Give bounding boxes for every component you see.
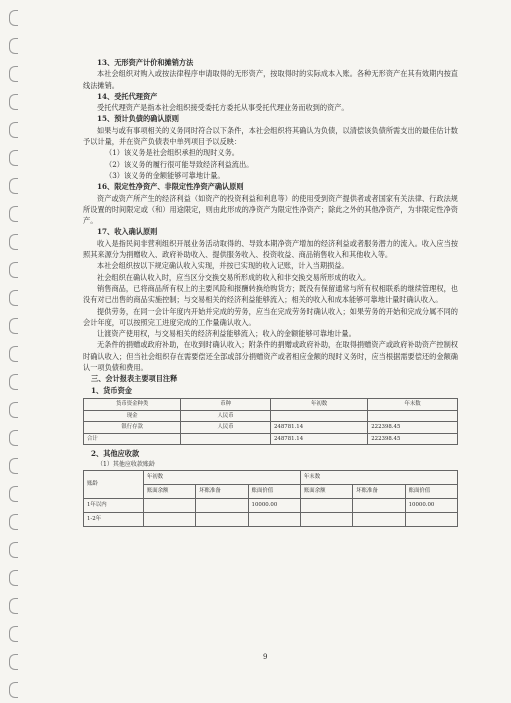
section-paragraph: 如果与或有事项相关的义务同时符合以下条件，本社会组织将其确认为负债，以清偿该负债所需支出的最佳估计数予以计量，并在资产负债表中单列项目予以反映：	[83, 125, 458, 147]
table-cell	[405, 512, 457, 526]
section-paragraph: 社会组织在确认收入时，应当区分交换交易所形成的收入和非交换交易所形成的收入。	[97, 272, 371, 282]
table-cell: 248781.14	[270, 422, 367, 434]
section-paragraph: 受托代理资产是指本社会组织接受委托方委托从事受托代理业务而收到的资产。	[97, 103, 349, 113]
section-heading: 13、无形资产计价和摊销方法	[97, 58, 194, 67]
header-cell: 账龄	[84, 470, 144, 498]
table-cell: 人民币	[181, 410, 271, 422]
notes-heading: 三、会计报表主要项目注释	[91, 374, 178, 384]
header-cell: 币种	[181, 398, 271, 410]
section-net-assets	[83, 181, 458, 226]
section-heading: 16、限定性净资产、非限定性净资产确认原则	[97, 182, 244, 192]
table-cell	[196, 512, 248, 526]
header-cell: 货币资金种类	[84, 398, 181, 410]
table-cell: 银行存款	[84, 422, 181, 434]
section-entrusted-assets	[83, 91, 458, 114]
table-row	[84, 433, 458, 445]
section-paragraph: 收入是指民间非营利组织开展业务活动取得的、导致本期净资产增加的经济利益或者服务潜力的流入。收入应当按照其来源分为捐赠收入、政府补助收入、提供服务收入、投资收益、商品销售收入和其他收入等。	[83, 238, 458, 260]
table-cell: 222398.45	[368, 433, 458, 445]
table-header-row	[84, 398, 458, 410]
condition-item: （1）该义务是社会组织承担的现时义务。	[105, 148, 239, 158]
table-header-row	[84, 470, 458, 484]
table-cell	[181, 433, 271, 445]
section-paragraph: 资产或资产所产生的经济利益（如资产的投资利益和利息等）的使用受到资产提供者或者国家有关法律、行政法规所设置的时间限定或（和）用途限定，则由此形成的净资产为限定性净资产；除此之外的其他净资产，为非限定性净资产。	[83, 193, 458, 226]
section-paragraph: 本社会组织对购入或按法律程序申请取得的无形资产，按取得时的实际成本入账。各种无形资产在其有效期内按直线法摊销。	[83, 69, 458, 90]
header-cell: 年末数	[300, 470, 457, 484]
table-cell: 222398.45	[368, 422, 458, 434]
table-cell: 合计	[84, 433, 181, 445]
receivables-subheading: （1）其他应收款账龄	[97, 460, 155, 468]
header-cell: 坏账准备	[196, 484, 248, 498]
table-cell	[300, 498, 352, 512]
section-heading: 17、收入确认原则	[97, 227, 158, 237]
table-cell	[270, 410, 367, 422]
cash-table	[83, 398, 458, 445]
table-cell: 10000.00	[405, 498, 457, 512]
table-cell: 现金	[84, 410, 181, 422]
table-row	[84, 410, 458, 422]
table-cell	[143, 512, 195, 526]
table-cell	[368, 410, 458, 422]
header-cell: 年末数	[368, 398, 458, 410]
table-cell: 1-2年	[84, 512, 144, 526]
table-cell: 1年以内	[84, 498, 144, 512]
header-cell: 账面余额	[143, 484, 195, 498]
header-cell: 账面价值	[248, 484, 300, 498]
receivables-heading: 2、其他应收款	[91, 449, 140, 459]
receivables-table	[83, 470, 458, 527]
section-paragraph: 销售商品，已将商品所有权上的主要风险和报酬转换给购货方；既没有保留通常与所有权相联系的继续管理权，也没有对已出售的商品实施控制；与交易相关的经济利益能够流入；相关的收入和成本能够可靠地计量时确认收入。	[83, 283, 458, 305]
section-paragraph: 本社会组织按以下规定确认收入实现，并按已实现的收入记账，计入当期损益。	[97, 261, 349, 271]
binder-holes	[9, 0, 23, 703]
table-cell: 248781.14	[270, 433, 367, 445]
table-cell	[300, 512, 352, 526]
table-cell	[353, 512, 405, 526]
table-row	[84, 422, 458, 434]
section-heading: 14、受托代理资产	[97, 91, 158, 101]
table-cell	[353, 498, 405, 512]
section-paragraph: 无条件的捐赠或政府补助，在收到时确认收入；附条件的捐赠或政府补助，在取得捐赠资产或政府补助资产控制权时确认收入；但当社会组织存在需要偿还全部或部分捐赠资产或者相应金额的现时义务时，应当根据需要偿还的金额确认一项负债和费用。	[83, 340, 458, 373]
table-cell: 人民币	[181, 422, 271, 434]
header-cell: 坏账准备	[353, 484, 405, 498]
condition-item: （2）该义务的履行很可能导致经济利益流出。	[105, 159, 254, 169]
section-revenue-recognition	[83, 226, 458, 373]
table-row	[84, 512, 458, 526]
section-paragraph: 让渡资产使用权，与交易相关的经济利益能够流入；收入的金额能够可靠地计量。	[97, 329, 356, 339]
section-heading: 15、预计负债的确认原则	[97, 114, 179, 124]
table-cell	[248, 512, 300, 526]
header-cell: 年初数	[143, 470, 300, 484]
header-cell: 账面价值	[405, 484, 457, 498]
table-cell	[143, 498, 195, 512]
table-row	[84, 498, 458, 512]
header-cell: 账面余额	[300, 484, 352, 498]
section-intangible-assets	[83, 57, 458, 91]
section-estimated-liabilities	[83, 113, 458, 181]
page-number: 9	[263, 653, 268, 661]
cash-heading: 1、货币资金	[91, 385, 132, 395]
table-cell	[196, 498, 248, 512]
document-page	[83, 57, 458, 527]
header-cell: 年初数	[270, 398, 367, 410]
condition-item: （3）该义务的金额能够可靠地计量。	[105, 170, 225, 180]
table-cell: 10000.00	[248, 498, 300, 512]
section-paragraph: 提供劳务，在同一会计年度内开始并完成的劳务，应当在完成劳务时确认收入；如果劳务的开始和完成分属不同的会计年度，可以按照完工进度完成的工作量确认收入。	[83, 306, 458, 327]
